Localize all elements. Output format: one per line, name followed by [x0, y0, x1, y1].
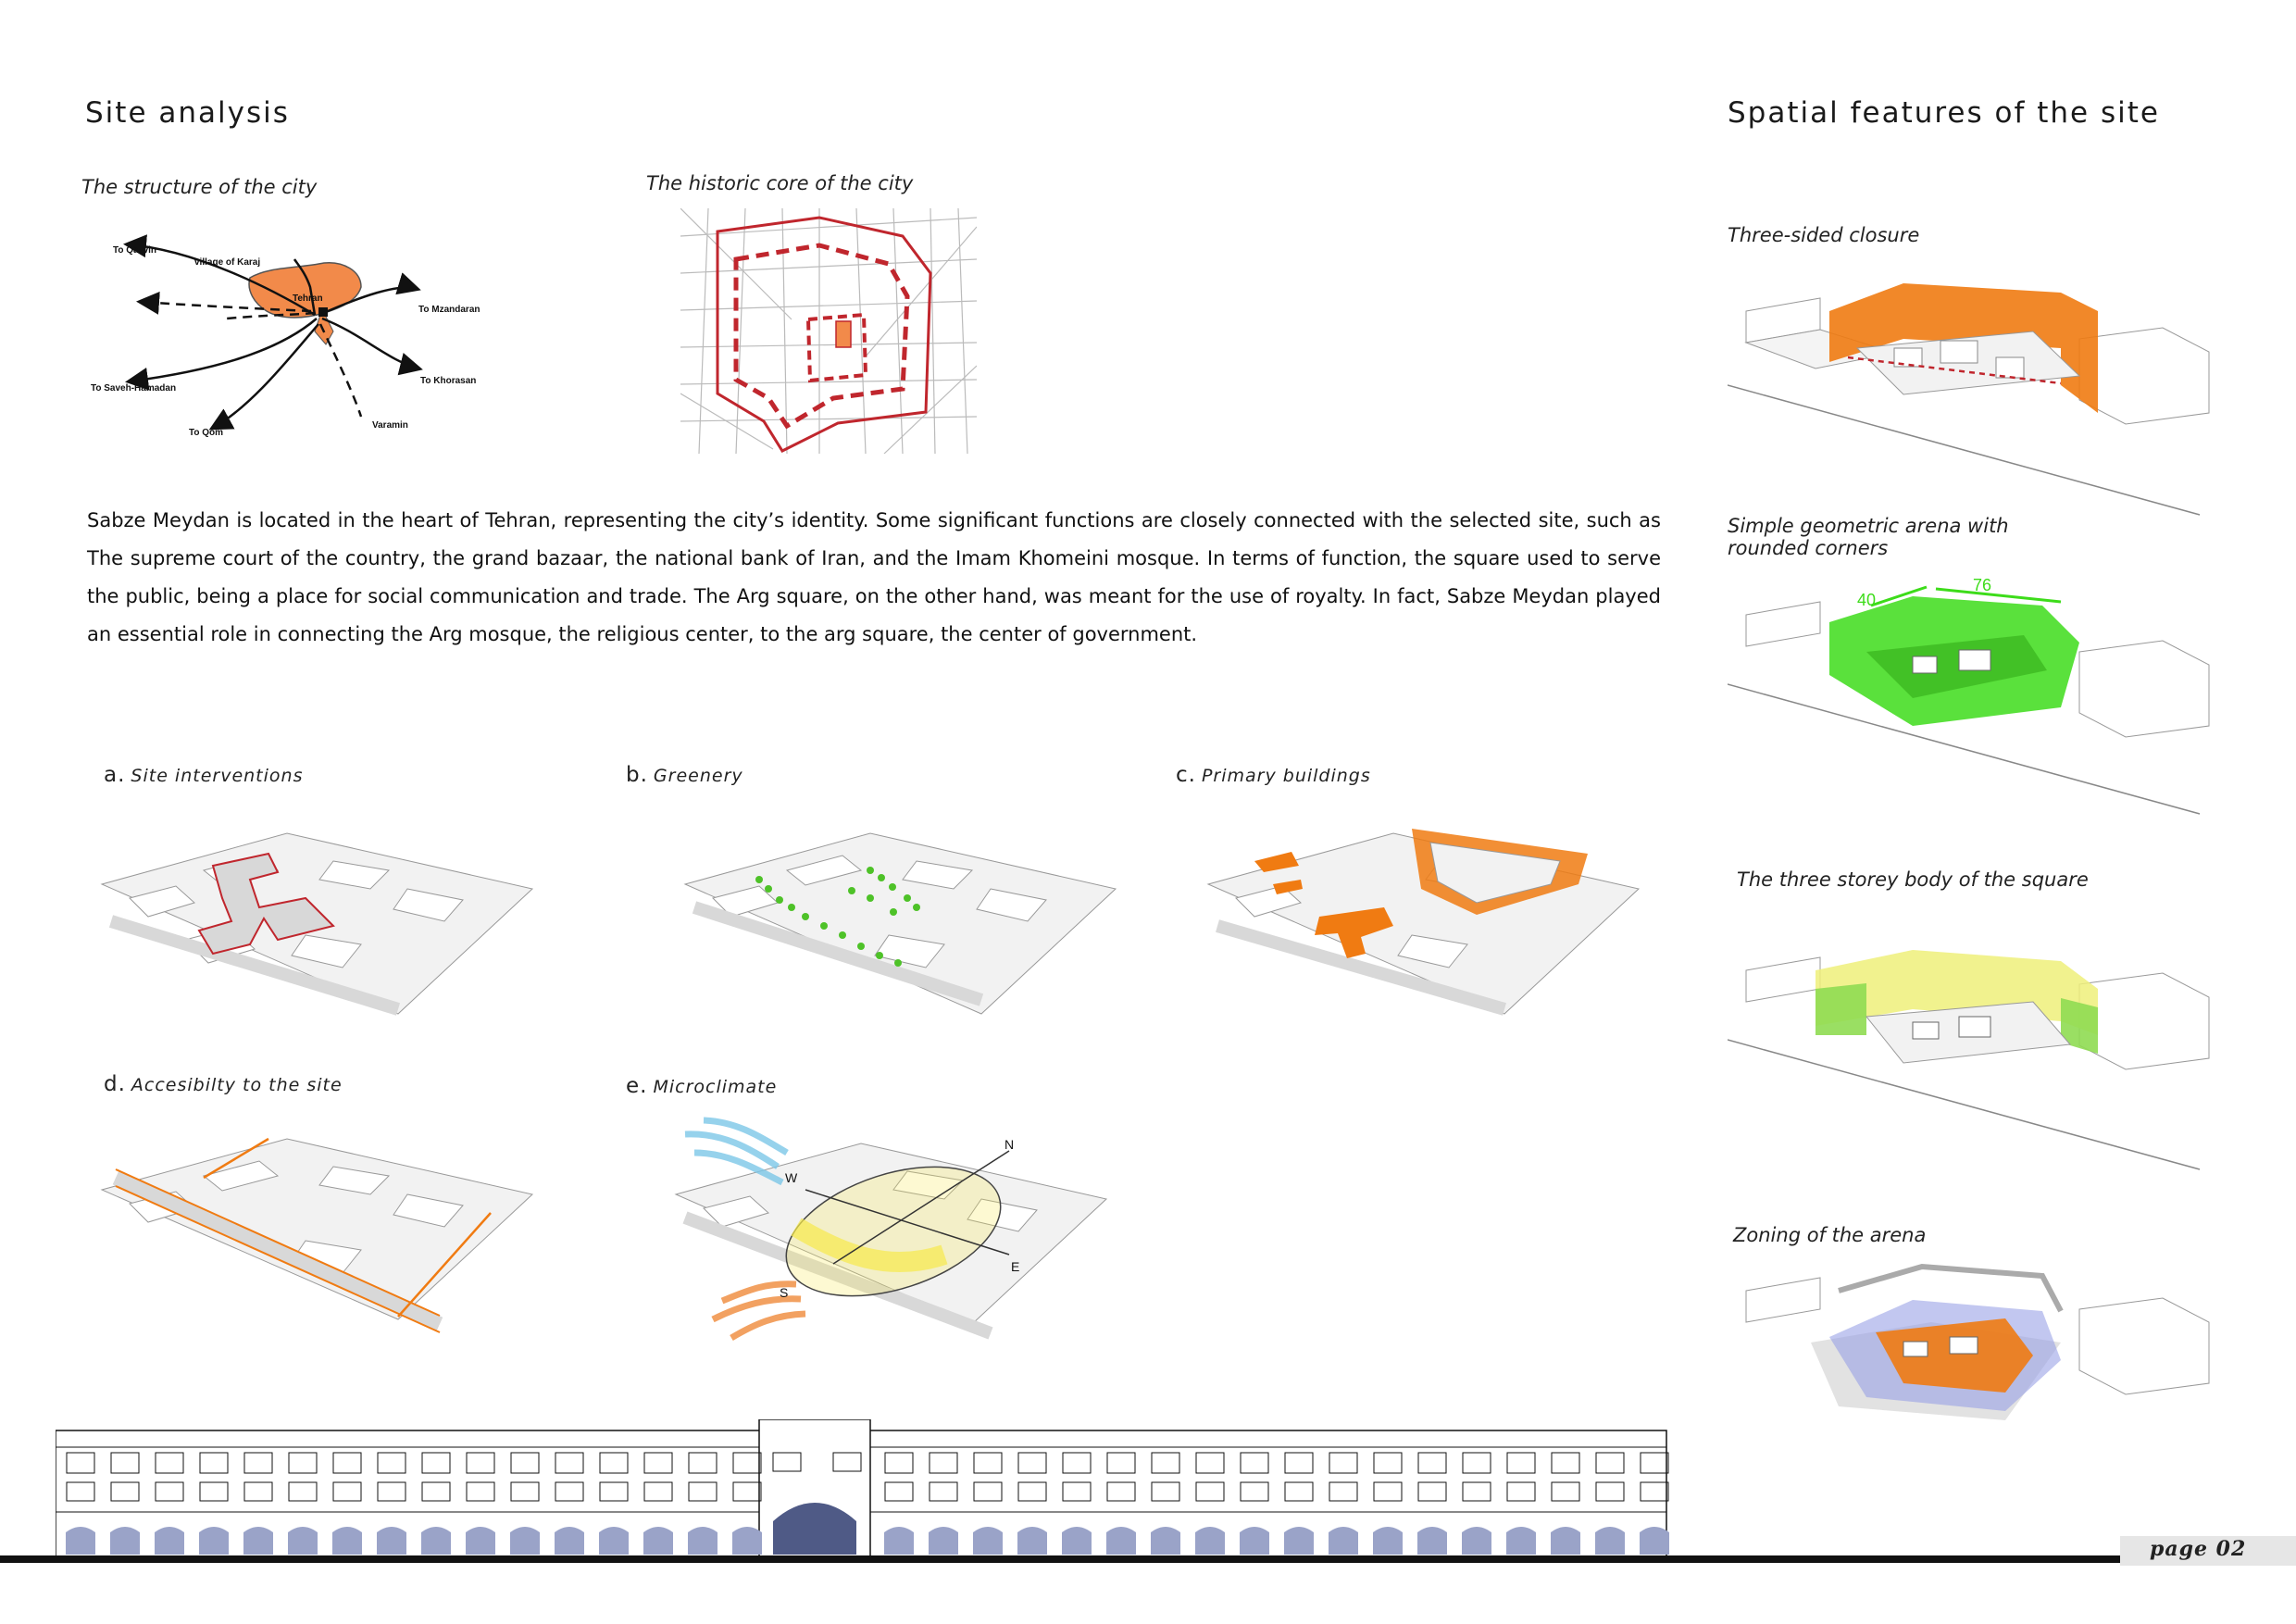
map-caption-c: c. Primary buildings	[1176, 763, 1371, 787]
map-caption-e: e. Microclimate	[626, 1074, 778, 1098]
map-caption-a: a. Site interventions	[104, 763, 304, 787]
compass-n: N	[1004, 1137, 1015, 1152]
feature-caption-closure: Three-sided closure	[1728, 224, 1920, 246]
map-greenery	[676, 815, 1120, 1037]
site-description: Sabze Meydan is located in the heart of Tehran, representing the city’s identity. Some significant functions are closely connected with the selected site, such as The supreme court of the country, the grand bazaar, the national bank of Iran, and the Imam Khomeini mosque. In terms of function, the square used to serve the public, being a place for social communication and trade. The Arg square, on the other hand, was meant for the use of royalty. In fact, Sabze Meydan played an essential role in connecting the Arg mosque, the religious center, to the arg square, the center of government.	[87, 509, 1661, 645]
historic-core-caption: The historic core of the city	[646, 172, 914, 194]
label-karaj: village of Karaj	[194, 257, 261, 268]
historic-core-map	[680, 208, 977, 454]
feature-storey-model	[1728, 933, 2227, 1183]
section-title-spatial-features: Spatial features of the site	[1728, 96, 2160, 130]
map-primary-buildings	[1199, 815, 1643, 1037]
compass-e: E	[1011, 1259, 1020, 1274]
compass-s: S	[780, 1285, 789, 1300]
city-map-caption: The structure of the city	[81, 176, 318, 198]
bottom-rule	[0, 1555, 2120, 1563]
label-khorasan: To Khorasan	[420, 376, 477, 386]
label-mzandaran: To Mzandaran	[418, 305, 480, 315]
label-tehran: Tehran	[293, 294, 323, 304]
feature-closure-model	[1728, 274, 2227, 524]
map-microclimate	[667, 1116, 1111, 1356]
map-accessibility	[93, 1120, 537, 1343]
label-qazvin: To Qazvin	[113, 245, 157, 256]
feature-caption-arena: Simple geometric arena with rounded corners	[1728, 515, 2009, 559]
arena-dim-width: 40	[1857, 591, 1877, 609]
arena-dim-length: 76	[1973, 576, 1992, 594]
facade-elevation	[56, 1419, 1672, 1558]
label-saveh: To Saveh-Hamadan	[91, 383, 177, 394]
map-caption-d: d. Accesibilty to the site	[104, 1072, 343, 1096]
section-title-site-analysis: Site analysis	[85, 96, 290, 130]
feature-caption-storey: The three storey body of the square	[1737, 868, 2089, 891]
feature-caption-zoning: Zoning of the arena	[1733, 1224, 1927, 1246]
page-number: page 02	[2150, 1537, 2247, 1561]
map-site-interventions	[93, 815, 537, 1037]
compass-w: W	[785, 1170, 798, 1185]
label-qom: To Qom	[189, 428, 224, 438]
city-structure-map	[83, 222, 509, 444]
map-caption-b: b. Greenery	[626, 763, 743, 787]
label-varamin: Varamin	[372, 420, 408, 431]
feature-arena-model	[1728, 568, 2227, 828]
feature-zoning-model	[1728, 1254, 2227, 1494]
